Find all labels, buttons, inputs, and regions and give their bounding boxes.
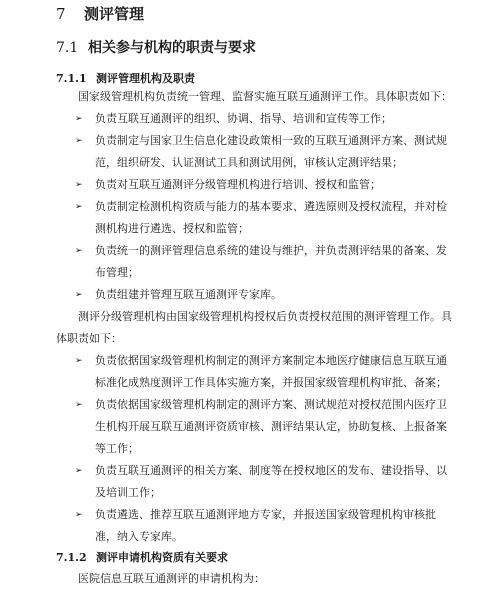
list-item [75,130,453,174]
list-item-text: 负责依据国家级管理机构制定的测评方案制定本地医疗健康信息互联互通标准化成熟度测评工作具体实施方案，并报国家级管理机构审批、备案； [95,354,447,389]
list-item-text: 负责对互联互通测评分级管理机构进行培训、授权和监管； [95,178,381,191]
arrow-bullet-icon: ➢ [75,290,83,300]
list-item [75,460,453,504]
list-item-text: 负责遴选、推荐互联互通测评地方专家，并报送国家级管理机构审核批准，纳入专家库。 [95,508,436,543]
list-item-text: 负责依据国家级管理机构制定的测评方案、测试规范对授权范围内医疗卫生机构开展互联互通测评资质审核、测评结果认定，协助复核、上报备案等工作； [95,398,447,455]
list-item-text: 负责互联互通测评的相关方案、制度等在授权地区的发布、建设指导、以及培训工作； [95,464,447,499]
section-title: 测评管理 [84,5,145,23]
list-item [75,196,453,240]
intro-paragraph-3: 医院信息互联互通测评的申请机构为： [78,572,265,585]
subsubsection-heading-712 [56,549,228,565]
arrow-bullet-icon: ➢ [75,202,83,212]
subsubsection-number: 7.1.1 [56,72,87,85]
arrow-bullet-icon: ➢ [75,114,83,124]
list-item [75,174,453,196]
arrow-bullet-icon: ➢ [75,400,83,410]
subsection-number: 7.1 [56,40,79,56]
list-item [75,504,453,548]
arrow-bullet-icon: ➢ [75,180,83,190]
subsection-title: 相关参与机构的职责与要求 [88,40,256,56]
list-item [75,350,453,394]
subsection-heading [56,37,256,57]
arrow-bullet-icon: ➢ [75,136,83,146]
arrow-bullet-icon: ➢ [75,466,83,476]
section-heading [56,3,144,24]
subsubsection-number: 7.1.2 [56,551,87,564]
arrow-bullet-icon: ➢ [75,356,83,366]
subsubsection-title: 测评管理机构及职责 [96,72,195,85]
intro-paragraph-1: 国家级管理机构负责统一管理、监督实施互联互通测评工作。具体职责如下： [78,90,452,103]
subsubsection-heading-711 [56,70,195,86]
arrow-bullet-icon: ➢ [75,246,83,256]
list-item [75,108,453,130]
arrow-bullet-icon: ➢ [75,510,83,520]
list-item [75,284,453,306]
list-item-text: 负责制定检测机构资质与能力的基本要求、遴选原则及授权流程，并对检测机构进行遴选、授权和监管； [95,200,447,235]
list-item [75,240,453,284]
list-item-text: 负责统一的测评管理信息系统的建设与维护，并负责测评结果的备案、发布管理； [95,244,447,279]
list-item-text: 负责互联互通测评的组织、协调、指导、培训和宣传等工作； [95,112,392,125]
list-item-text: 负责组建并管理互联互通测评专家库。 [95,288,282,301]
list-item [75,394,453,460]
section-number: 7 [56,5,66,23]
subsubsection-title: 测评申请机构资质有关要求 [96,551,228,564]
list-item-text: 负责制定与国家卫生信息化建设政策相一致的互联互通测评方案、测试规范，组织研发、认证测试工具和测试用例，审核认定测评结果； [95,134,447,169]
intro-paragraph-2: 测评分级管理机构由国家级管理机构授权后负责授权范围的测评管理工作。具体职责如下： [56,310,452,345]
